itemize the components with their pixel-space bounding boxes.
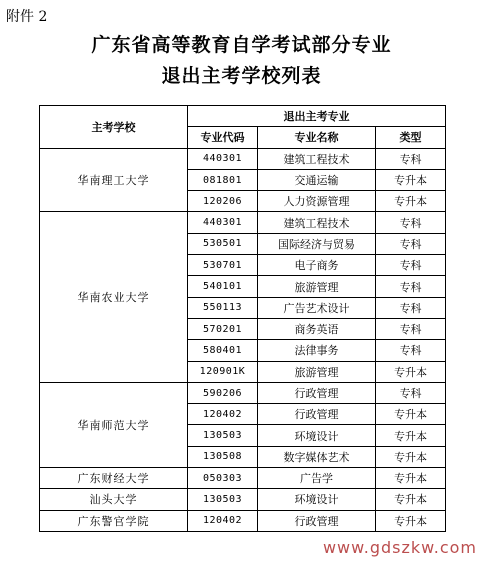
table-row (40, 382, 446, 403)
school-name: 广东警官学院 (40, 510, 188, 531)
table-row (40, 148, 446, 169)
withdrawn-majors-table (39, 105, 446, 532)
school-name: 华南理工大学 (40, 148, 188, 212)
major-code: 530701 (188, 255, 258, 276)
school-name: 华南农业大学 (40, 212, 188, 382)
major-code: 120402 (188, 404, 258, 425)
header-withdrawn-majors: 退出主考专业 (188, 106, 446, 127)
major-name: 行政管理 (258, 404, 376, 425)
major-code: 570201 (188, 318, 258, 339)
header-major-code: 专业代码 (188, 127, 258, 148)
major-type: 专科 (376, 318, 446, 339)
major-name: 交通运输 (258, 169, 376, 190)
table-body (40, 148, 446, 531)
major-code: 530501 (188, 233, 258, 254)
table-row (40, 212, 446, 233)
header-major-type: 类型 (376, 127, 446, 148)
major-name: 环境设计 (258, 489, 376, 510)
major-name: 广告学 (258, 468, 376, 489)
major-name: 广告艺术设计 (258, 297, 376, 318)
header-school: 主考学校 (40, 106, 188, 149)
major-name: 建筑工程技术 (258, 212, 376, 233)
major-name: 旅游管理 (258, 276, 376, 297)
school-name: 华南师范大学 (40, 382, 188, 467)
major-name: 环境设计 (258, 425, 376, 446)
major-type: 专科 (376, 212, 446, 233)
major-name: 旅游管理 (258, 361, 376, 382)
major-code: 120402 (188, 510, 258, 531)
major-type: 专科 (376, 297, 446, 318)
major-code: 540101 (188, 276, 258, 297)
major-type: 专科 (376, 233, 446, 254)
major-type: 专升本 (376, 404, 446, 425)
major-code: 440301 (188, 148, 258, 169)
major-code: 130508 (188, 446, 258, 467)
major-code: 120901K (188, 361, 258, 382)
major-name: 建筑工程技术 (258, 148, 376, 169)
major-type: 专升本 (376, 169, 446, 190)
table-row (40, 510, 446, 531)
document-title-line1: 广东省高等教育自学考试部分专业 (91, 34, 392, 56)
header-major-name: 专业名称 (258, 127, 376, 148)
major-type: 专科 (376, 255, 446, 276)
major-type: 专科 (376, 148, 446, 169)
major-code: 440301 (188, 212, 258, 233)
major-name: 人力资源管理 (258, 191, 376, 212)
table-row (40, 489, 446, 510)
major-type: 专升本 (376, 510, 446, 531)
major-name: 数字媒体艺术 (258, 446, 376, 467)
major-name: 国际经济与贸易 (258, 233, 376, 254)
site-watermark: www.gdszkw.com (322, 538, 477, 557)
major-type: 专升本 (376, 191, 446, 212)
major-code: 550113 (188, 297, 258, 318)
major-type: 专升本 (376, 468, 446, 489)
attachment-label: 附件 2 (6, 9, 48, 25)
major-type: 专升本 (376, 489, 446, 510)
major-type: 专科 (376, 276, 446, 297)
major-name: 电子商务 (258, 255, 376, 276)
major-type: 专科 (376, 382, 446, 403)
major-code: 130503 (188, 489, 258, 510)
major-name: 商务英语 (258, 318, 376, 339)
table-row (40, 468, 446, 489)
major-code: 120206 (188, 191, 258, 212)
school-name: 广东财经大学 (40, 468, 188, 489)
major-code: 081801 (188, 169, 258, 190)
major-code: 590206 (188, 382, 258, 403)
major-type: 专升本 (376, 446, 446, 467)
major-name: 法律事务 (258, 340, 376, 361)
document-title-line2: 退出主考学校列表 (161, 65, 322, 87)
major-type: 专升本 (376, 361, 446, 382)
major-type: 专科 (376, 340, 446, 361)
major-name: 行政管理 (258, 510, 376, 531)
school-name: 汕头大学 (40, 489, 188, 510)
major-code: 580401 (188, 340, 258, 361)
major-type: 专升本 (376, 425, 446, 446)
major-code: 130503 (188, 425, 258, 446)
major-name: 行政管理 (258, 382, 376, 403)
major-code: 050303 (188, 468, 258, 489)
